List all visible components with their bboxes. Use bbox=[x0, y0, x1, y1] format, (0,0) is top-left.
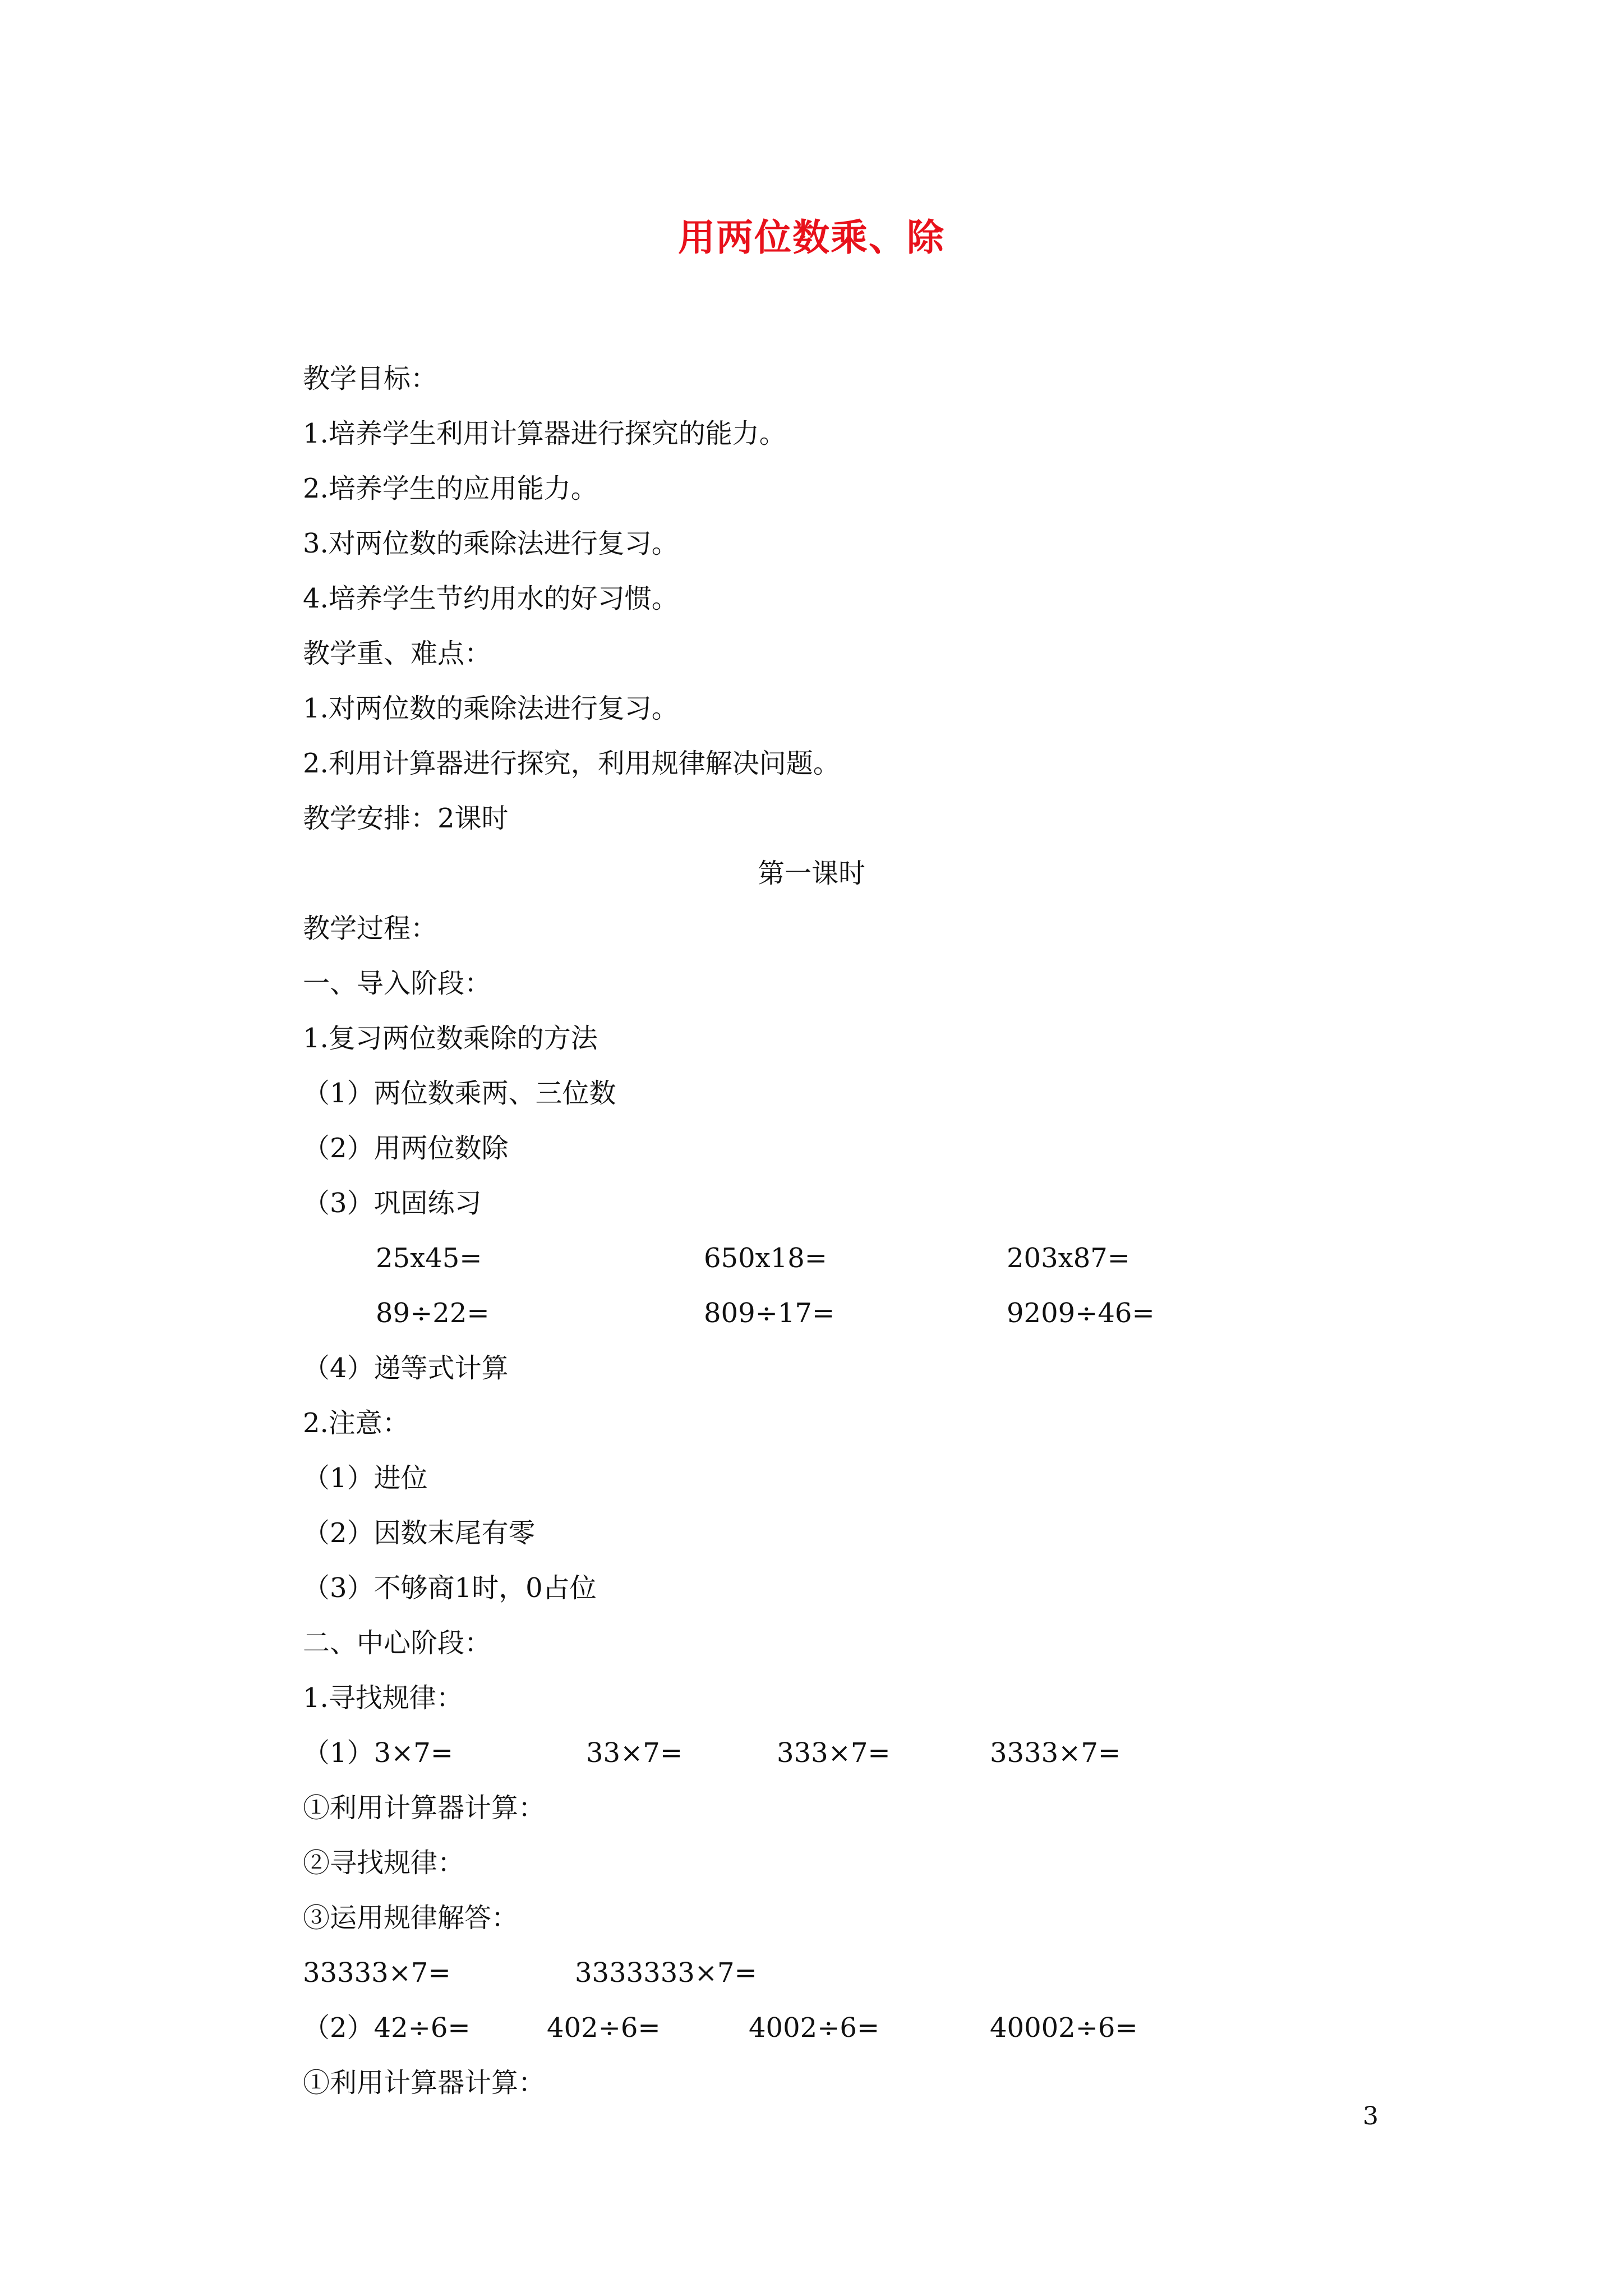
objective-item-3: 3.对两位数的乘除法进行复习。 bbox=[303, 528, 679, 559]
stage1-review: 1.复习两位数乘除的方法 bbox=[303, 1023, 598, 1054]
lesson-title: 第一课时 bbox=[757, 858, 865, 889]
key-point-item-2: 2.利用计算器进行探究，利用规律解决问题。 bbox=[303, 748, 840, 779]
step-apply-rule: ③运用规律解答： bbox=[303, 1902, 519, 1934]
arrangement-text: 教学安排：2课时 bbox=[303, 803, 509, 834]
pattern-item: 4002÷6= bbox=[749, 2012, 880, 2044]
process-heading: 教学过程： bbox=[303, 913, 438, 944]
page-title: 用两位数乘、除 bbox=[678, 215, 945, 259]
note-item-1: （1）进位 bbox=[303, 1462, 428, 1494]
stage2-heading: 二、中心阶段： bbox=[303, 1627, 492, 1659]
exercise-item: 89÷22= bbox=[376, 1297, 490, 1329]
note-item-2: （2）因数末尾有零 bbox=[303, 1517, 536, 1549]
objective-item-2: 2.培养学生的应用能力。 bbox=[303, 473, 598, 504]
key-point-item-1: 1.对两位数的乘除法进行复习。 bbox=[303, 693, 679, 724]
pattern-item: （2）42÷6= bbox=[303, 2012, 471, 2044]
pattern-item: 33×7= bbox=[586, 1737, 683, 1769]
exercise-item: 9209÷46= bbox=[1007, 1297, 1155, 1329]
exercise-item: 809÷17= bbox=[704, 1297, 835, 1329]
objective-item-4: 4.培养学生节约用水的好习惯。 bbox=[303, 583, 679, 614]
stage1-sub1: （1）两位数乘两、三位数 bbox=[303, 1078, 616, 1109]
pattern-item: （1）3×7= bbox=[303, 1737, 454, 1769]
step-calculate: ①利用计算器计算： bbox=[303, 1792, 546, 1824]
step-calculate-2: ①利用计算器计算： bbox=[303, 2067, 546, 2099]
objective-item-1: 1.培养学生利用计算器进行探究的能力。 bbox=[303, 418, 786, 449]
stage1-heading: 一、导入阶段： bbox=[303, 968, 492, 999]
key-points-heading: 教学重、难点： bbox=[303, 638, 492, 669]
exercise-item: 203x87= bbox=[1007, 1243, 1130, 1274]
notes-heading: 2.注意： bbox=[303, 1407, 409, 1439]
pattern-item: 3333×7= bbox=[990, 1737, 1121, 1769]
stage1-sub4: （4）递等式计算 bbox=[303, 1352, 509, 1384]
find-rule-heading: 1.寻找规律： bbox=[303, 1682, 463, 1714]
pattern-item: 40002÷6= bbox=[990, 2012, 1138, 2044]
note-item-3: （3）不够商1时，0占位 bbox=[303, 1572, 597, 1604]
pattern-item: 402÷6= bbox=[547, 2012, 661, 2044]
exercise-item: 25x45= bbox=[376, 1243, 482, 1274]
page-number: 3 bbox=[1363, 2102, 1378, 2131]
pattern-item: 333×7= bbox=[777, 1737, 891, 1769]
step-find-rule: ②寻找规律： bbox=[303, 1847, 465, 1879]
stage1-sub2: （2）用两位数除 bbox=[303, 1133, 509, 1164]
apply-item: 33333×7= bbox=[303, 1957, 451, 1989]
objectives-heading: 教学目标： bbox=[303, 363, 438, 394]
exercise-item: 650x18= bbox=[704, 1243, 827, 1274]
stage1-sub3: （3）巩固练习 bbox=[303, 1188, 482, 1219]
apply-item: 3333333×7= bbox=[575, 1957, 757, 1989]
